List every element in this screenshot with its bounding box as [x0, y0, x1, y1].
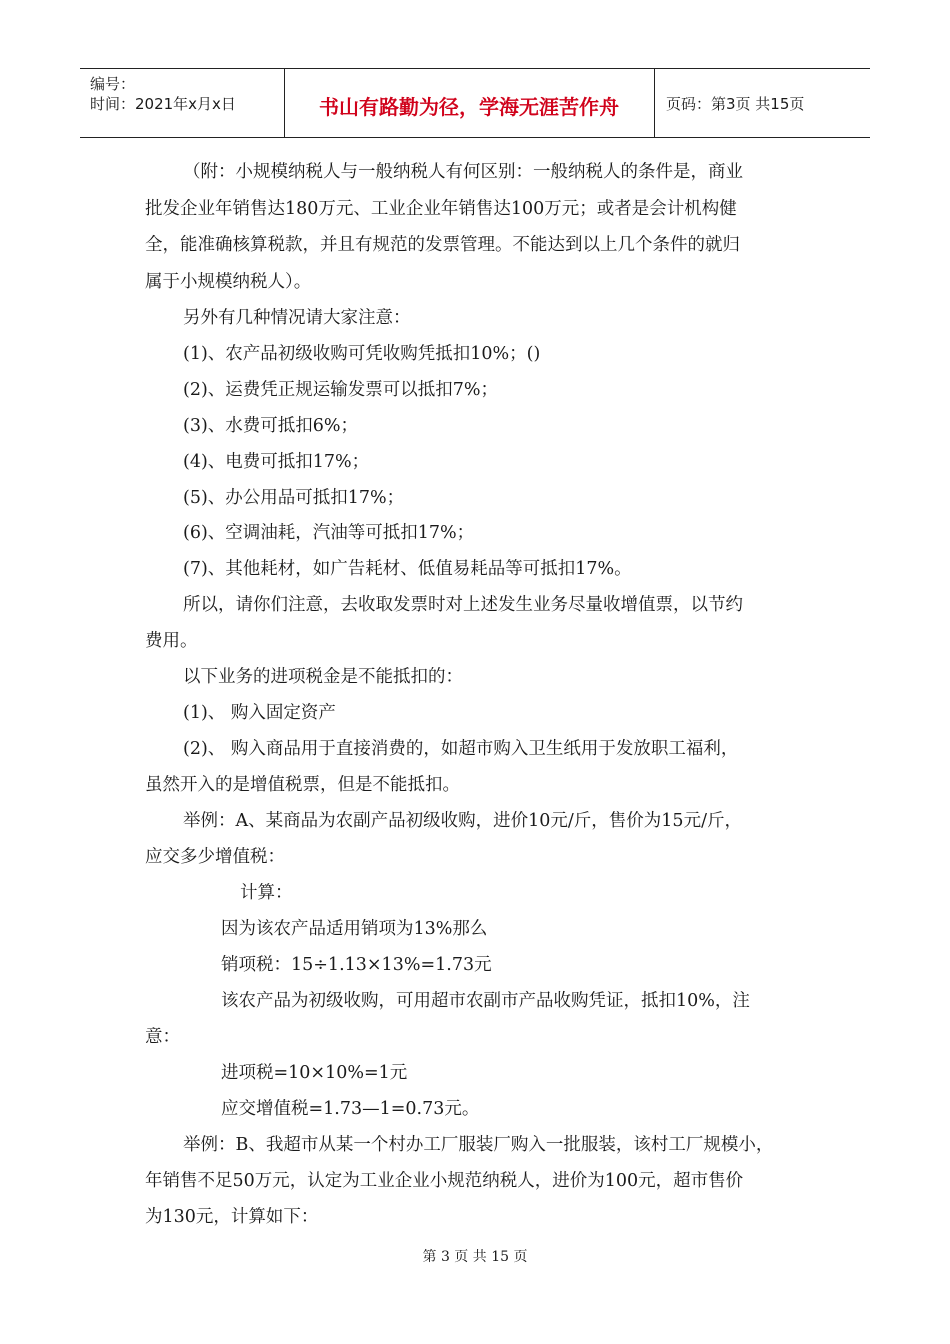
body-line: 虽然开入的是增值税票，但是不能抵扣。 [145, 775, 460, 795]
body-line: (4)、电费可抵扣17%； [183, 452, 370, 472]
body-line: 应交增值税=1.73—1=0.73元。 [221, 1099, 480, 1119]
header-motto-cell [284, 69, 655, 137]
body-line: 另外有几种情况请大家注意： [183, 308, 411, 328]
page-header [80, 68, 870, 138]
body-line: (2)、 购入商品用于直接消费的，如超市购入卫生纸用于发放职工福利， [183, 739, 739, 759]
header-page-info: 页码：第3页 共15页 [666, 95, 805, 113]
body-line: 因为该农产品适用销项为13%那么 [221, 919, 488, 939]
body-line: (2)、运费凭正规运输发票可以抵扣7%； [183, 380, 499, 400]
body-line: 为130元，计算如下： [145, 1207, 319, 1227]
body-line: (1)、农产品初级收购可凭收购凭抵扣10%；() [183, 344, 541, 364]
body-line: 以下业务的进项税金是不能抵扣的： [183, 667, 463, 687]
body-line: 进项税=10×10%=1元 [221, 1063, 408, 1083]
document-number-label: 编号： [90, 75, 136, 93]
body-line: (3)、水费可抵扣6%； [183, 416, 359, 436]
body-line: 费用。 [145, 631, 198, 651]
body-line: (6)、空调油耗，汽油等可抵扣17%； [183, 523, 475, 543]
body-line: 批发企业年销售达180万元、工业企业年销售达100万元；或者是会计机构健 [145, 199, 737, 219]
body-line: 年销售不足50万元，认定为工业企业小规范纳税人，进价为100元，超市售价 [145, 1171, 744, 1191]
body-line: 意： [145, 1027, 180, 1047]
body-line: 销项税：15÷1.13×13%=1.73元 [221, 955, 492, 975]
body-line: 举例：B、我超市从某一个村办工厂服装厂购入一批服装，该村工厂规模小， [183, 1135, 774, 1155]
body-line: (7)、其他耗材，如广告耗材、低值易耗品等可抵扣17%。 [183, 559, 632, 579]
header-motto: 书山有路勤为径，学海无涯苦作舟 [319, 95, 619, 119]
page-footer: 第 3 页 共 15 页 [422, 1249, 528, 1265]
body-line: (5)、办公用品可抵扣17%； [183, 488, 405, 508]
body-line: 所以，请你们注意，去收取发票时对上述发生业务尽量收增值票，以节约 [183, 595, 743, 615]
body-line: 计算： [240, 883, 293, 903]
body-line: 全，能准确核算税款，并且有规范的发票管理。不能达到以上几个条件的就归 [145, 235, 740, 255]
document-date-label: 时间：2021年x月x日 [90, 95, 236, 113]
body-line: 属于小规模纳税人）。 [145, 272, 312, 292]
body-line: 应交多少增值税： [145, 847, 285, 867]
body-line: (1)、 购入固定资产 [183, 703, 336, 723]
body-line: （附：小规模纳税人与一般纳税人有何区别：一般纳税人的条件是，商业 [183, 162, 743, 182]
header-meta-cell [80, 69, 285, 137]
body-line: 该农产品为初级收购，可用超市农副市产品收购凭证，抵扣10%，注 [221, 991, 750, 1011]
body-line: 举例：A、某商品为农副产品初级收购，进价10元/斤，售价为15元/斤， [183, 811, 742, 831]
header-page-cell [654, 69, 870, 137]
